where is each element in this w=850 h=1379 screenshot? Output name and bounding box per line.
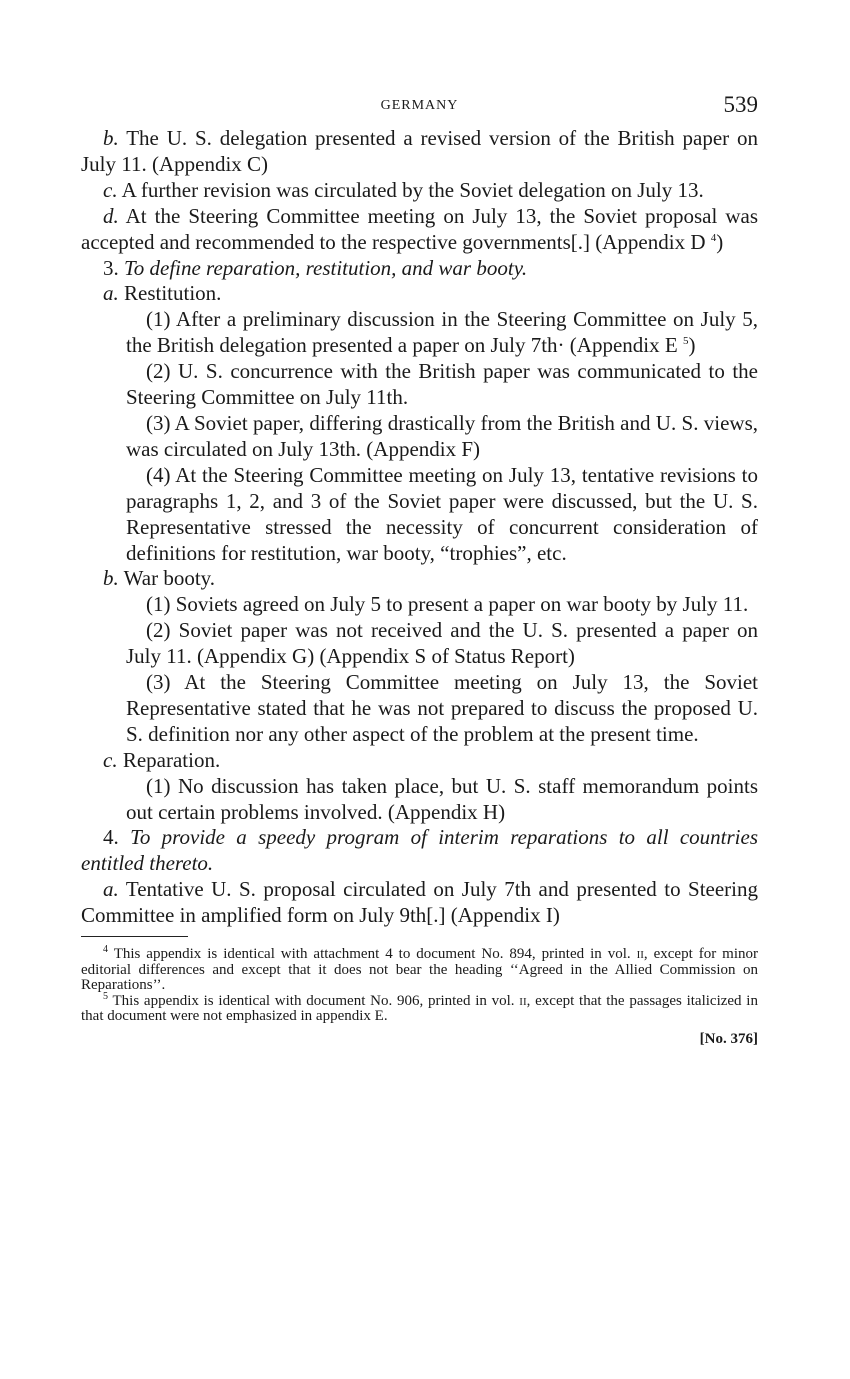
paragraph-text-end: ) (716, 229, 724, 254)
page-header (81, 92, 758, 126)
footnote-text: This appendix is identical with document No. 906, printed in vol. (112, 992, 520, 1009)
item-number: (2) (146, 359, 171, 384)
item-a-3 (81, 411, 758, 463)
section-number: 4. (103, 825, 119, 850)
item-number: (4) (146, 462, 171, 487)
paragraph-text: Restitution. (124, 281, 222, 306)
item-a-2 (81, 359, 758, 411)
paragraph-text: At the Steering Committee meeting on July 13, the Soviet proposal was accepted and recommended to the respective governments[.] (Appendix D (81, 203, 759, 254)
paragraph-text: The U. S. delegation presented a revised version of the British paper on July 11. (Appendix C) (81, 126, 758, 176)
footnotes (81, 944, 758, 1025)
running-head: GERMANY (380, 98, 459, 113)
section-heading-3 (81, 256, 758, 282)
item-text: U. S. concurrence with the British paper was communicated to the Steering Committee on July 11th. (126, 359, 758, 410)
footnote-mark: 4 (103, 944, 108, 956)
section-number: 3. (103, 255, 119, 280)
footnote-volume: ii (636, 946, 644, 963)
page-number: 539 (723, 92, 758, 117)
paragraph-text: War booty. (123, 566, 216, 591)
item-text: No discussion has taken place, but U. S. staff memorandum points out certain problems involved. (Appendix H) (126, 773, 758, 824)
paragraph-text: Reparation. (122, 747, 221, 772)
footnote-text-end: , except for minor editorial differences and except that it does not bear the heading ‘‘Agreed in the Allied Commission on Reparations’’. (81, 946, 758, 994)
paragraph-label: d. (103, 203, 119, 228)
item-text-end: ) (688, 333, 696, 358)
footnote-4 (81, 944, 758, 994)
item-number: (3) (146, 410, 171, 435)
subsection-a-restitution (81, 281, 758, 307)
section-title: To provide a speedy program of interim reparations to all countries entitled thereto. (81, 825, 758, 876)
item-number: (2) (146, 618, 171, 643)
footnote-mark: 5 (103, 990, 108, 1002)
section-heading-4 (81, 825, 758, 877)
paragraph-text: A further revision was circulated by the Soviet delegation on July 13. (121, 177, 704, 202)
footnote-text: This appendix is identical with attachment 4 to document No. 894, printed in vol. (113, 946, 637, 963)
item-number: (3) (146, 670, 171, 695)
item-text: At the Steering Committee meeting on July 13, tentative revisions to paragraphs 1, 2, and 3 of the Soviet paper were discussed, but the U. S. Representative stressed the necessity of concurrent consideration of definitions for restitution, war booty, “trophies”, etc. (126, 462, 759, 565)
body-text (81, 126, 758, 929)
item-a-4 (81, 463, 758, 567)
item-a-1 (81, 307, 758, 359)
footnote-reference: 4 (710, 231, 717, 244)
paragraph-label: b. (103, 126, 119, 150)
item-text: Soviets agreed on July 5 to present a paper on war booty by July 11. (175, 592, 749, 617)
item-b-1 (81, 592, 758, 618)
paragraph-b (81, 126, 758, 178)
footnote-volume: ii (519, 992, 527, 1009)
subsection-b-war-booty (81, 566, 758, 592)
item-c-1 (81, 774, 758, 826)
paragraph-c (81, 178, 758, 204)
paragraph-label: a. (103, 281, 119, 306)
item-b-3 (81, 670, 758, 748)
subsection-4a (81, 877, 758, 929)
document-page (81, 92, 758, 1048)
item-text: After a preliminary discussion in the Steering Committee on July 5, the British delegation presented a paper on July 7th· (Appendix E (126, 307, 758, 358)
footnote-text-end: , except that the passages italicized in that document were not emphasized in appendix E. (81, 992, 758, 1025)
paragraph-label: c. (103, 177, 118, 202)
item-text: A Soviet paper, differing drastically from the British and U. S. views, was circulated on July 13th. (Appendix F) (126, 410, 759, 461)
item-b-2 (81, 618, 758, 670)
paragraph-text: Tentative U. S. proposal circulated on July 7th and presented to Steering Committee in amplified form on July 9th[.] (Appendix I) (81, 877, 758, 928)
footnote-reference: 5 (682, 335, 689, 348)
item-number: (1) (146, 592, 171, 617)
subsection-c-reparation (81, 748, 758, 774)
item-number: (1) (146, 773, 171, 798)
section-title: To define reparation, restitution, and war booty. (124, 255, 528, 280)
paragraph-label: c. (103, 747, 118, 772)
paragraph-d (81, 204, 758, 256)
item-text: At the Steering Committee meeting on July 13, the Soviet Representative stated that he was not prepared to discuss the proposed U. S. definition nor any other aspect of the problem at the present time. (126, 670, 759, 746)
document-number: [No. 376] (699, 1030, 758, 1047)
paragraph-label: a. (103, 877, 119, 902)
footnote-5 (81, 990, 758, 1025)
footnote-divider (81, 936, 188, 937)
item-text: Soviet paper was not received and the U. S. presented a paper on July 11. (Appendix G) (Appendix S of Status Report) (126, 618, 759, 669)
item-number: (1) (146, 307, 171, 332)
paragraph-label: b. (103, 566, 119, 591)
